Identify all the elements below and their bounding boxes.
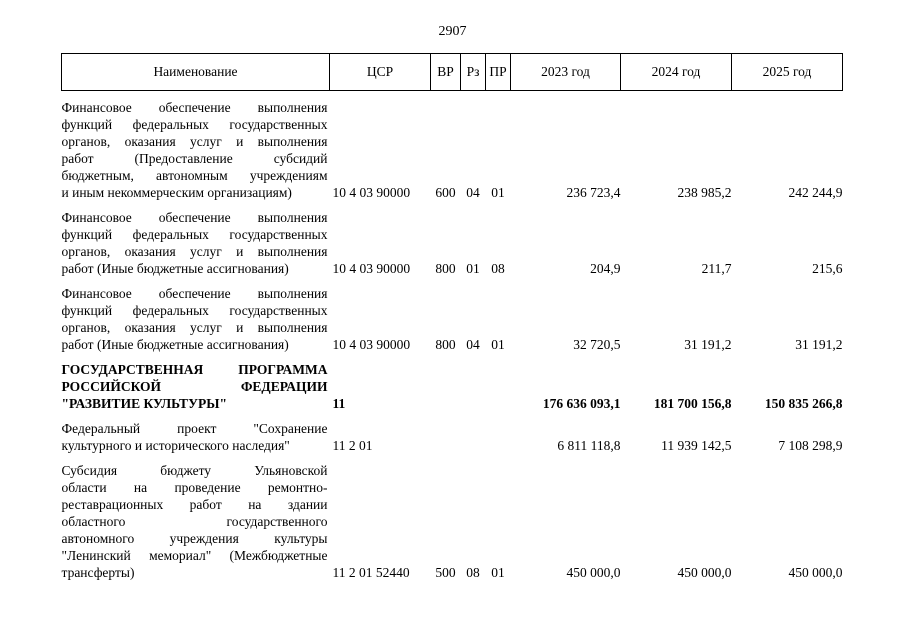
row-vr bbox=[431, 420, 461, 454]
spacer-cell bbox=[511, 91, 621, 100]
spacer-cell bbox=[732, 454, 843, 462]
table-row bbox=[62, 462, 843, 581]
row-name-line: "Ленинский мемориал" (Межбюджетные bbox=[61, 548, 328, 563]
row-name-line: Финансовое обеспечение выполнения bbox=[61, 286, 328, 301]
spacer-cell bbox=[431, 277, 461, 285]
row-name-line: функций федеральных государственных bbox=[61, 227, 328, 242]
spacer-cell bbox=[621, 412, 732, 420]
table-row bbox=[62, 361, 843, 412]
spacer-cell bbox=[732, 91, 843, 100]
row-pr: 08 bbox=[491, 261, 505, 276]
spacer-cell bbox=[62, 412, 330, 420]
row-name-line: областного государственного bbox=[61, 514, 328, 529]
table-row bbox=[62, 285, 843, 353]
row-2023: 204,9 bbox=[590, 261, 621, 276]
row-2024: 238 985,2 bbox=[677, 185, 732, 200]
row-2025: 242 244,9 bbox=[788, 185, 843, 200]
spacer-cell bbox=[330, 454, 431, 462]
spacer-cell bbox=[330, 201, 431, 209]
spacer-cell bbox=[431, 201, 461, 209]
spacer-cell bbox=[621, 277, 732, 285]
spacer-cell bbox=[511, 454, 621, 462]
row-vr: 600 bbox=[435, 185, 456, 200]
row-name bbox=[62, 99, 330, 201]
row-name-line: органов, оказания услуг и выполнения bbox=[61, 134, 328, 149]
spacer-cell bbox=[621, 201, 732, 209]
spacer-cell bbox=[732, 353, 843, 361]
spacer-cell bbox=[431, 353, 461, 361]
row-name-line: функций федеральных государственных bbox=[61, 303, 328, 318]
header-2024: 2024 год bbox=[621, 54, 732, 91]
row-2024: 11 939 142,5 bbox=[661, 438, 732, 453]
spacer-cell bbox=[62, 454, 330, 462]
spacer-cell bbox=[732, 201, 843, 209]
row-name-line: Финансовое обеспечение выполнения bbox=[61, 210, 328, 225]
row-name-line: области на проведение ремонтно- bbox=[61, 480, 328, 495]
spacer-cell bbox=[732, 412, 843, 420]
row-name-line: органов, оказания услуг и выполнения bbox=[61, 244, 328, 259]
spacer-cell bbox=[461, 412, 486, 420]
spacer-cell bbox=[486, 277, 511, 285]
row-2023: 32 720,5 bbox=[573, 337, 621, 352]
row-2025: 450 000,0 bbox=[788, 565, 843, 580]
spacer-cell bbox=[621, 91, 732, 100]
spacer-cell bbox=[511, 353, 621, 361]
spacer-cell bbox=[330, 277, 431, 285]
row-vr bbox=[431, 361, 461, 412]
row-rz bbox=[461, 361, 486, 412]
row-csr: 10 4 03 90000 bbox=[332, 185, 411, 200]
row-csr: 10 4 03 90000 bbox=[332, 261, 411, 276]
row-spacer bbox=[62, 91, 843, 100]
row-name bbox=[62, 462, 330, 581]
header-rz: Рз bbox=[461, 54, 486, 91]
row-name-line: органов, оказания услуг и выполнения bbox=[61, 320, 328, 335]
row-name-line: РОССИЙСКОЙ ФЕДЕРАЦИИ bbox=[61, 379, 328, 394]
row-name-line: культурного и исторического наследия" bbox=[61, 438, 290, 453]
spacer-cell bbox=[431, 412, 461, 420]
row-csr: 11 2 01 bbox=[332, 438, 373, 453]
spacer-cell bbox=[461, 353, 486, 361]
row-rz: 08 bbox=[466, 565, 480, 580]
row-csr: 10 4 03 90000 bbox=[332, 337, 411, 352]
row-name-line: работ (Предоставление субсидий bbox=[61, 151, 328, 166]
row-pr bbox=[486, 361, 511, 412]
row-name bbox=[62, 361, 330, 412]
row-spacer bbox=[62, 353, 843, 361]
spacer-cell bbox=[461, 454, 486, 462]
spacer-cell bbox=[431, 454, 461, 462]
spacer-cell bbox=[486, 91, 511, 100]
row-pr bbox=[486, 420, 511, 454]
row-2025: 7 108 298,9 bbox=[778, 438, 843, 453]
row-2024: 181 700 156,8 bbox=[653, 396, 732, 411]
row-2025: 150 835 266,8 bbox=[764, 396, 843, 411]
row-name bbox=[62, 420, 330, 454]
row-spacer bbox=[62, 412, 843, 420]
row-name-line: Финансовое обеспечение выполнения bbox=[61, 100, 328, 115]
spacer-cell bbox=[486, 454, 511, 462]
spacer-cell bbox=[431, 91, 461, 100]
header-2023: 2023 год bbox=[511, 54, 621, 91]
row-2023: 236 723,4 bbox=[566, 185, 621, 200]
row-rz bbox=[461, 420, 486, 454]
spacer-cell bbox=[486, 201, 511, 209]
row-name-line: работ (Иные бюджетные ассигнования) bbox=[61, 261, 289, 276]
row-name-line: "РАЗВИТИЕ КУЛЬТУРЫ" bbox=[61, 396, 227, 411]
spacer-cell bbox=[62, 353, 330, 361]
row-name-line: функций федеральных государственных bbox=[61, 117, 328, 132]
row-name-line: работ (Иные бюджетные ассигнования) bbox=[61, 337, 289, 352]
spacer-cell bbox=[732, 277, 843, 285]
spacer-cell bbox=[62, 91, 330, 100]
row-csr: 11 2 01 52440 bbox=[332, 565, 410, 580]
row-name-line: Федеральный проект "Сохранение bbox=[61, 421, 328, 436]
header-csr: ЦСР bbox=[330, 54, 431, 91]
header-pr: ПР bbox=[486, 54, 511, 91]
spacer-cell bbox=[486, 353, 511, 361]
row-name-line: и иным некоммерческим организациям) bbox=[61, 185, 292, 200]
spacer-cell bbox=[511, 201, 621, 209]
row-2023: 176 636 093,1 bbox=[542, 396, 621, 411]
row-name-line: трансферты) bbox=[61, 565, 135, 580]
spacer-cell bbox=[330, 412, 431, 420]
spacer-cell bbox=[486, 412, 511, 420]
spacer-cell bbox=[621, 454, 732, 462]
row-name-line: ГОСУДАРСТВЕННАЯ ПРОГРАММА bbox=[61, 362, 328, 377]
row-rz: 04 bbox=[466, 185, 480, 200]
budget-table bbox=[61, 53, 843, 581]
row-spacer bbox=[62, 201, 843, 209]
row-2024: 31 191,2 bbox=[684, 337, 732, 352]
row-vr: 500 bbox=[435, 565, 456, 580]
row-pr: 01 bbox=[491, 337, 505, 352]
row-2025: 31 191,2 bbox=[795, 337, 843, 352]
row-name bbox=[62, 285, 330, 353]
row-pr: 01 bbox=[491, 565, 505, 580]
row-rz: 04 bbox=[466, 337, 480, 352]
spacer-cell bbox=[62, 201, 330, 209]
row-name-line: Субсидия бюджету Ульяновской bbox=[61, 463, 328, 478]
row-pr: 01 bbox=[491, 185, 505, 200]
spacer-cell bbox=[461, 91, 486, 100]
row-2024: 211,7 bbox=[701, 261, 732, 276]
row-spacer bbox=[62, 277, 843, 285]
page-number: 2907 bbox=[438, 24, 467, 39]
row-2024: 450 000,0 bbox=[677, 565, 732, 580]
spacer-cell bbox=[330, 91, 431, 100]
row-name bbox=[62, 209, 330, 277]
spacer-cell bbox=[330, 353, 431, 361]
spacer-cell bbox=[511, 277, 621, 285]
spacer-cell bbox=[461, 277, 486, 285]
row-csr: 11 bbox=[332, 396, 346, 411]
row-2023: 450 000,0 bbox=[566, 565, 621, 580]
header-name: Наименование bbox=[62, 54, 330, 91]
table-row bbox=[62, 209, 843, 277]
row-2023: 6 811 118,8 bbox=[557, 438, 621, 453]
row-spacer bbox=[62, 454, 843, 462]
row-vr: 800 bbox=[435, 261, 456, 276]
spacer-cell bbox=[511, 412, 621, 420]
row-name-line: бюджетным, автономным учреждениям bbox=[61, 168, 328, 183]
spacer-cell bbox=[62, 277, 330, 285]
row-name-line: реставрационных работ на здании bbox=[61, 497, 328, 512]
header-2025: 2025 год bbox=[732, 54, 843, 91]
spacer-cell bbox=[621, 353, 732, 361]
row-rz: 01 bbox=[466, 261, 480, 276]
table-header-row bbox=[62, 54, 843, 91]
table-row bbox=[62, 420, 843, 454]
row-vr: 800 bbox=[435, 337, 456, 352]
header-vr: ВР bbox=[431, 54, 461, 91]
spacer-cell bbox=[461, 201, 486, 209]
table-row bbox=[62, 99, 843, 201]
row-2025: 215,6 bbox=[812, 261, 843, 276]
row-name-line: автономного учреждения культуры bbox=[61, 531, 328, 546]
